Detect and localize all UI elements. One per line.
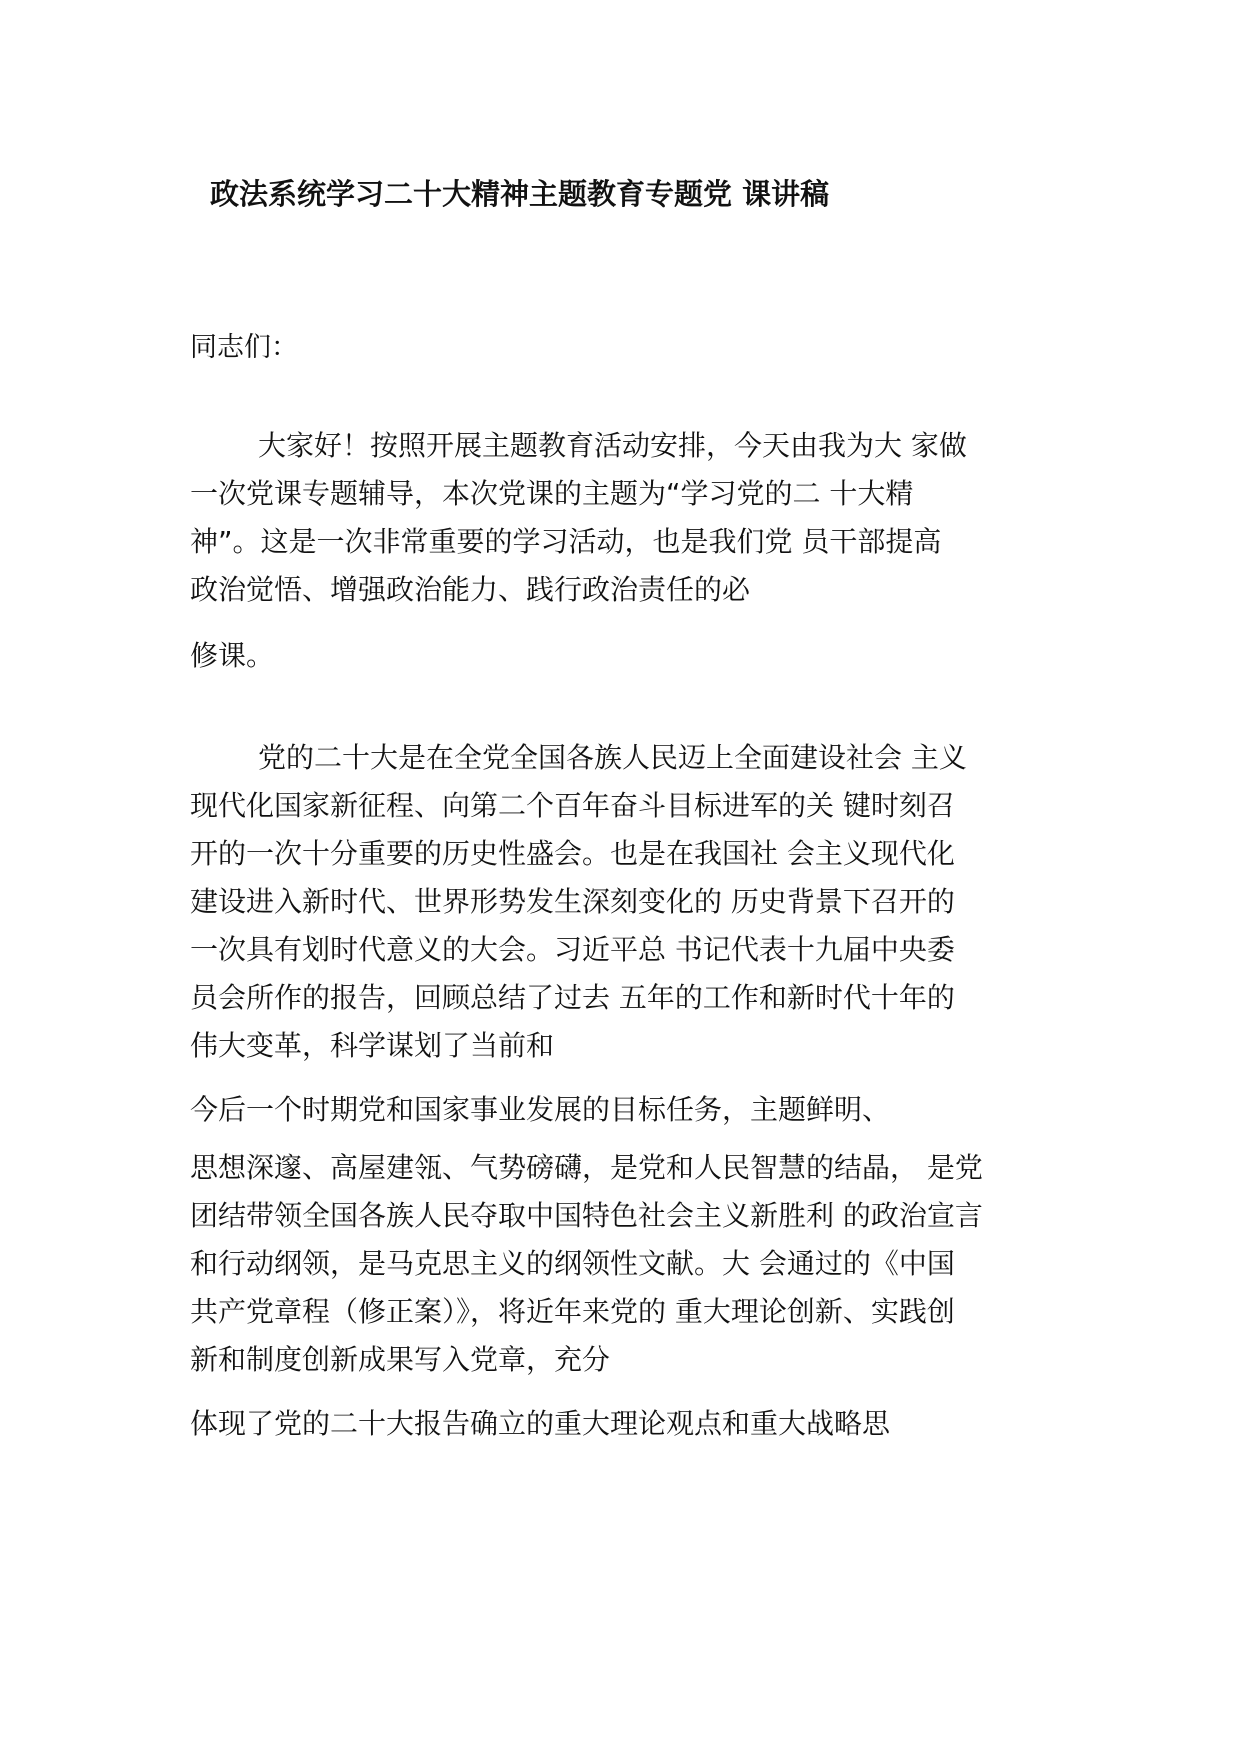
paragraph-1-line: 政治觉悟、增强政治能力、践行政治责任的必 xyxy=(190,573,751,606)
paragraph-2-line: 伟大变革，科学谋划了当前和 xyxy=(190,1029,555,1062)
paragraph-2-line: 党的二十大是在全党全国各族人民迈上全面建设社会 主义 xyxy=(258,741,967,774)
paragraph-2-line: 今后一个时期党和国家事业发展的目标任务，主题鲜明、 xyxy=(190,1093,891,1126)
paragraph-2-line: 建设进入新时代、世界形势发生深刻变化的 历史背景下召开的 xyxy=(190,885,955,918)
paragraph-2-line: 共产党章程（修正案）》，将近年来党的 重大理论创新、实践创 xyxy=(190,1295,955,1328)
paragraph-1-line: 大家好！按照开展主题教育活动安排，今天由我为大 家做 xyxy=(258,429,967,462)
paragraph-2-line: 团结带领全国各族人民夺取中国特色社会主义新胜利 的政治宣言 xyxy=(190,1199,983,1232)
paragraph-2-line: 思想深邃、高屋建瓴、气势磅礴，是党和人民智慧的结晶， 是党 xyxy=(190,1151,983,1184)
paragraph-2-line: 员会所作的报告，回顾总结了过去 五年的工作和新时代十年的 xyxy=(190,981,955,1014)
paragraph-2-line: 现代化国家新征程、向第二个百年奋斗目标进军的关 键时刻召 xyxy=(190,789,955,822)
paragraph-1-line: 修课。 xyxy=(190,639,275,672)
paragraph-2-line: 和行动纲领，是马克思主义的纲领性文献。大 会通过的《中国 xyxy=(190,1247,955,1280)
paragraph-1-line: 神”。这是一次非常重要的学习活动，也是我们党 员干部提高 xyxy=(190,525,942,558)
paragraph-1-line: 一次党课专题辅导，本次党课的主题为“学习党的二 十大精 xyxy=(190,477,914,510)
paragraph-2-line: 一次具有划时代意义的大会。习近平总 书记代表十九届中央委 xyxy=(190,933,955,966)
document-title: 政法系统学习二十大精神主题教育专题党 课讲稿 xyxy=(210,177,830,211)
paragraph-2-line: 新和制度创新成果写入党章，充分 xyxy=(190,1343,611,1376)
paragraph-2-line: 体现了党的二十大报告确立的重大理论观点和重大战略思 xyxy=(190,1407,891,1440)
salutation: 同志们： xyxy=(190,332,298,363)
paragraph-2-line: 开的一次十分重要的历史性盛会。也是在我国社 会主义现代化 xyxy=(190,837,955,870)
